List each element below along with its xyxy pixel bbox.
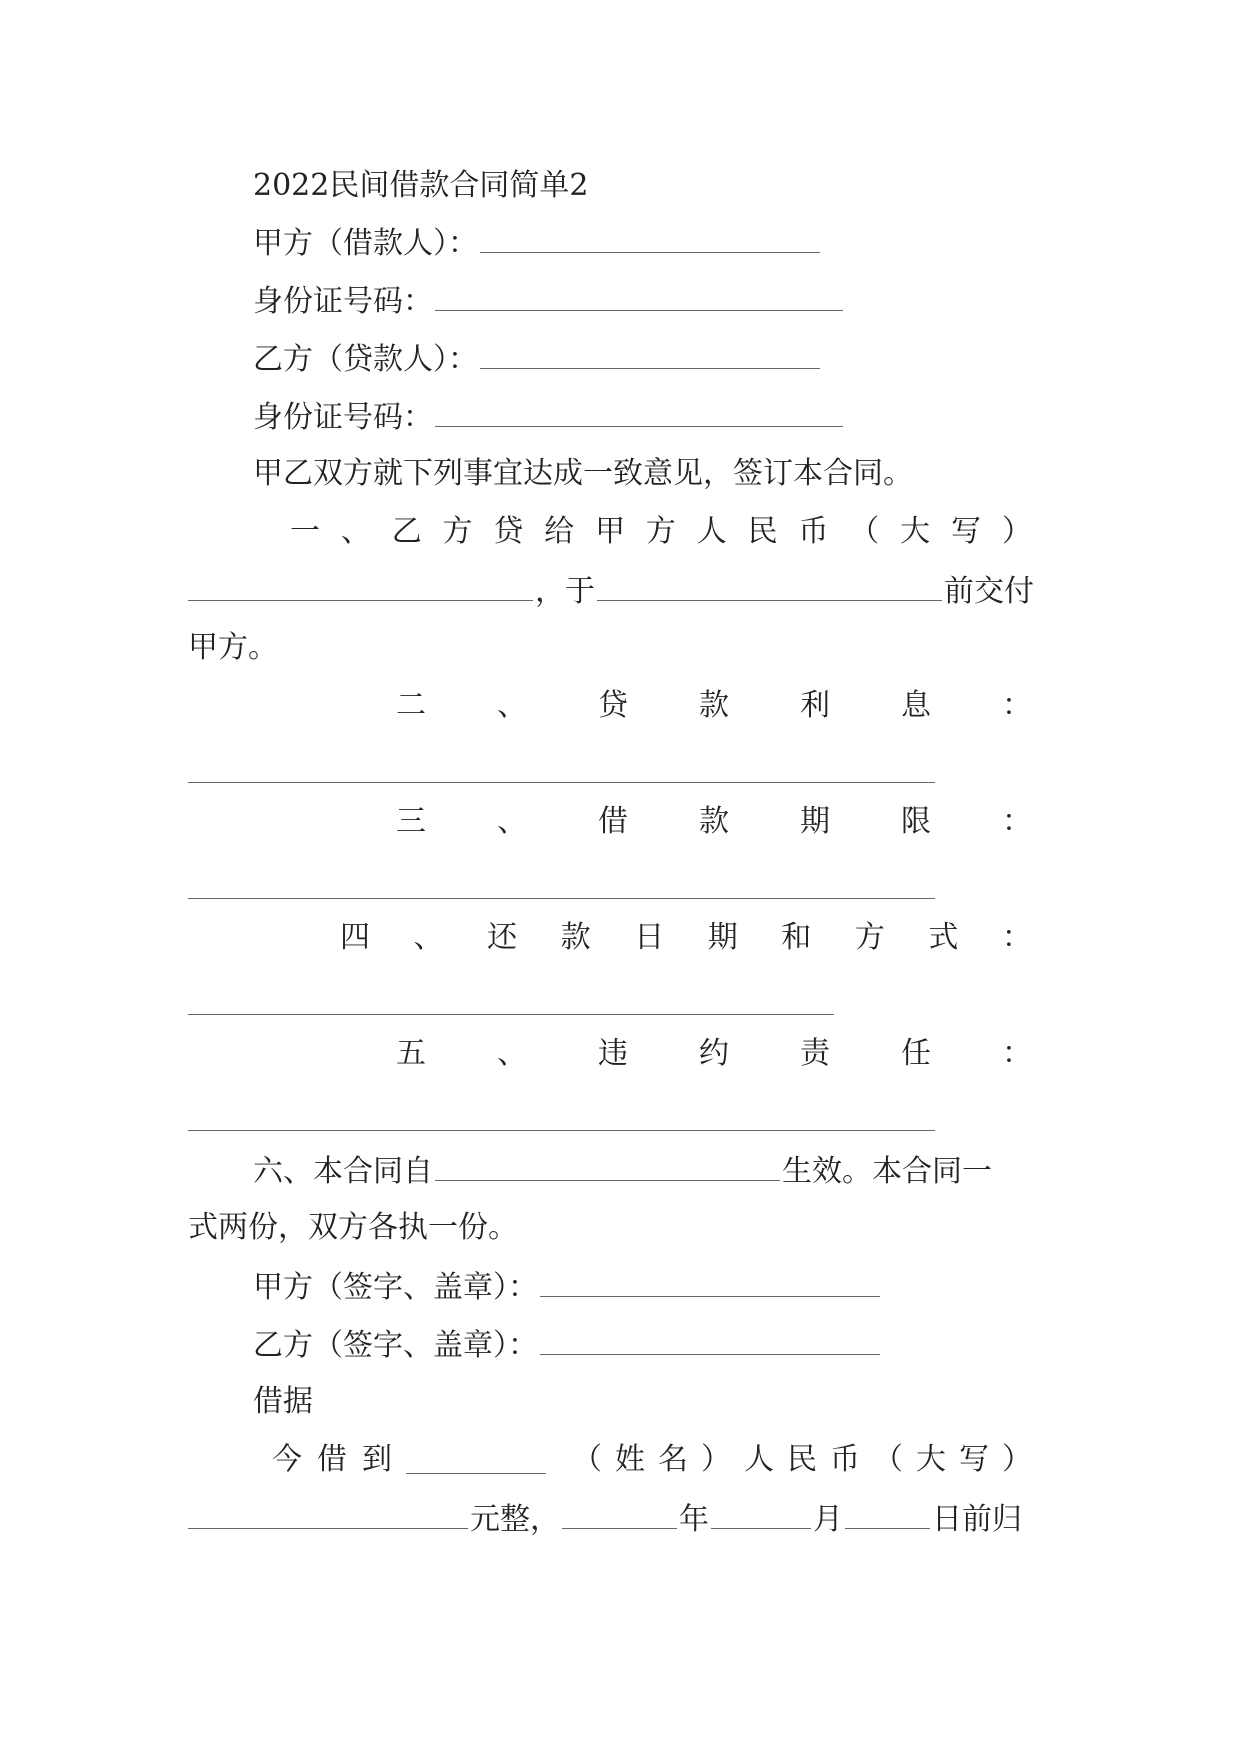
receipt-char: 今 (272, 1442, 302, 1477)
id-line-2 (253, 396, 845, 438)
receipt-line-2 (188, 1498, 1022, 1540)
receipt-char: 名 (658, 1442, 688, 1477)
id-line-1 (253, 280, 845, 322)
clause-1-tail: 甲方。 (188, 630, 278, 665)
clause-4-char: 式 (928, 920, 959, 955)
receipt-char: （ (572, 1442, 602, 1477)
receipt-lead (272, 1440, 392, 1480)
party-b-line (253, 338, 822, 380)
clause-4-char: ： (1001, 920, 1032, 955)
clause-2-char: 贷 (598, 688, 628, 723)
party-a-label: 甲方（借款人）： (253, 226, 478, 261)
clause-5-char: ： (1002, 1036, 1032, 1071)
clause-1-char: 贷 (493, 514, 524, 549)
receipt-year: 年 (679, 1502, 709, 1537)
party-b-blank[interactable] (480, 338, 820, 369)
clause-1-char: 人 (696, 514, 727, 549)
clause-3-char: 款 (699, 804, 729, 839)
clause-5-char: 违 (598, 1036, 628, 1071)
receipt-day-blank[interactable] (845, 1498, 930, 1529)
sign-b-blank[interactable] (540, 1324, 880, 1355)
receipt-char: 币 (830, 1442, 860, 1477)
clause-2-char: 二 (396, 688, 426, 723)
receipt-yuan: 元整， (470, 1502, 560, 1537)
clause-1-char: 甲 (595, 514, 626, 549)
repayment-blank[interactable] (188, 1014, 834, 1015)
term-blank[interactable] (188, 898, 935, 899)
party-a-line (253, 222, 822, 264)
clause-1-char: 方 (442, 514, 473, 549)
clause-2-char: 、 (497, 688, 527, 723)
clause-4-char: 方 (854, 920, 885, 955)
clause-2-char: 款 (699, 688, 729, 723)
clause-4-char: 和 (781, 920, 812, 955)
id-label-1: 身份证号码： (253, 284, 433, 319)
delivery-date-blank[interactable] (597, 570, 942, 601)
receipt-char: 到 (362, 1442, 392, 1477)
clause-1-char: 币 (798, 514, 829, 549)
clause-3-char: 三 (396, 804, 426, 839)
clause-4-line (340, 918, 1032, 958)
clause-4-char: 款 (560, 920, 591, 955)
clause-2-char: ： (1002, 688, 1032, 723)
receipt-char: ） (701, 1442, 731, 1477)
clause-1-char: 一 (290, 514, 320, 549)
id-label-2: 身份证号码： (253, 400, 433, 435)
intro-text: 甲乙双方就下列事宜达成一致意见，签订本合同。 (253, 456, 913, 491)
clause-3-line (396, 802, 1032, 842)
clause-6-tail: 式两份，双方各执一份。 (188, 1210, 518, 1245)
receipt-char: ） (1002, 1442, 1032, 1477)
sign-b-label: 乙方（签字、盖章）： (253, 1328, 538, 1363)
clause-5-char: 、 (497, 1036, 527, 1071)
interest-blank[interactable] (188, 782, 935, 783)
id-blank-1[interactable] (435, 280, 843, 311)
clause-1-char: 方 (645, 514, 676, 549)
receipt-title: 借据 (253, 1384, 313, 1419)
clause-3-char: ： (1002, 804, 1032, 839)
clause-1-char: 给 (544, 514, 575, 549)
clause-5-char: 五 (396, 1036, 426, 1071)
clause-3-char: 限 (901, 804, 931, 839)
sign-a-label: 甲方（签字、盖章）： (253, 1270, 538, 1305)
clause-4-char: 四 (340, 920, 370, 955)
receipt-line-1 (272, 1440, 1032, 1480)
clause-1-char: 民 (747, 514, 778, 549)
clause-3-char: 借 (598, 804, 628, 839)
receipt-char: 人 (744, 1442, 774, 1477)
clause-1-char: 写 (950, 514, 981, 549)
clause-1-line-2 (188, 570, 1034, 612)
clause-2-line (396, 686, 1032, 726)
clause-3-char: 期 (800, 804, 830, 839)
sign-b-line (253, 1324, 882, 1366)
receipt-char: 写 (959, 1442, 989, 1477)
receipt-char: 民 (787, 1442, 817, 1477)
clause-4-char: 、 (413, 920, 444, 955)
clause-6-line-1 (253, 1150, 992, 1192)
document-title: 2022民间借款合同简单2 (253, 168, 589, 203)
clause-1-mid: ，于 (535, 574, 595, 609)
clause-1-char: 大 (900, 514, 931, 549)
party-a-blank[interactable] (480, 222, 820, 253)
clause-4-char: 还 (487, 920, 518, 955)
clause-5-char: 约 (699, 1036, 729, 1071)
loan-amount-blank[interactable] (188, 570, 533, 601)
clause-1-char: 、 (340, 514, 371, 549)
clause-3-char: 、 (497, 804, 527, 839)
receipt-day-end: 日前归 (932, 1502, 1022, 1537)
sign-a-line (253, 1266, 882, 1308)
breach-blank[interactable] (188, 1130, 935, 1131)
receipt-amount-blank[interactable] (188, 1498, 468, 1529)
clause-4-char: 日 (634, 920, 665, 955)
clause-2-char: 息 (901, 688, 931, 723)
clause-6-start: 六、本合同自 (253, 1154, 433, 1189)
clause-1-char: ） (1001, 514, 1032, 549)
effective-date-blank[interactable] (435, 1150, 780, 1181)
clause-5-line (396, 1034, 1032, 1074)
clause-2-char: 利 (800, 688, 830, 723)
receipt-tail (572, 1440, 1032, 1480)
clause-1-line-1 (290, 512, 1032, 552)
receipt-char: 借 (317, 1442, 347, 1477)
clause-6-end: 生效。本合同一 (782, 1154, 992, 1189)
clause-1-char: 乙 (391, 514, 422, 549)
clause-5-char: 任 (901, 1036, 931, 1071)
receipt-char: 姓 (615, 1442, 645, 1477)
clause-1-end: 前交付 (944, 574, 1034, 609)
id-blank-2[interactable] (435, 396, 843, 427)
clause-5-char: 责 (800, 1036, 830, 1071)
clause-1-char: （ (849, 514, 880, 549)
clause-4-char: 期 (707, 920, 738, 955)
receipt-month: 月 (813, 1502, 843, 1537)
receipt-char: 大 (916, 1442, 946, 1477)
lender-name-blank[interactable] (406, 1473, 546, 1474)
receipt-month-blank[interactable] (711, 1498, 811, 1529)
party-b-label: 乙方（贷款人）： (253, 342, 478, 377)
sign-a-blank[interactable] (540, 1266, 880, 1297)
receipt-char: （ (873, 1442, 903, 1477)
receipt-year-blank[interactable] (562, 1498, 677, 1529)
